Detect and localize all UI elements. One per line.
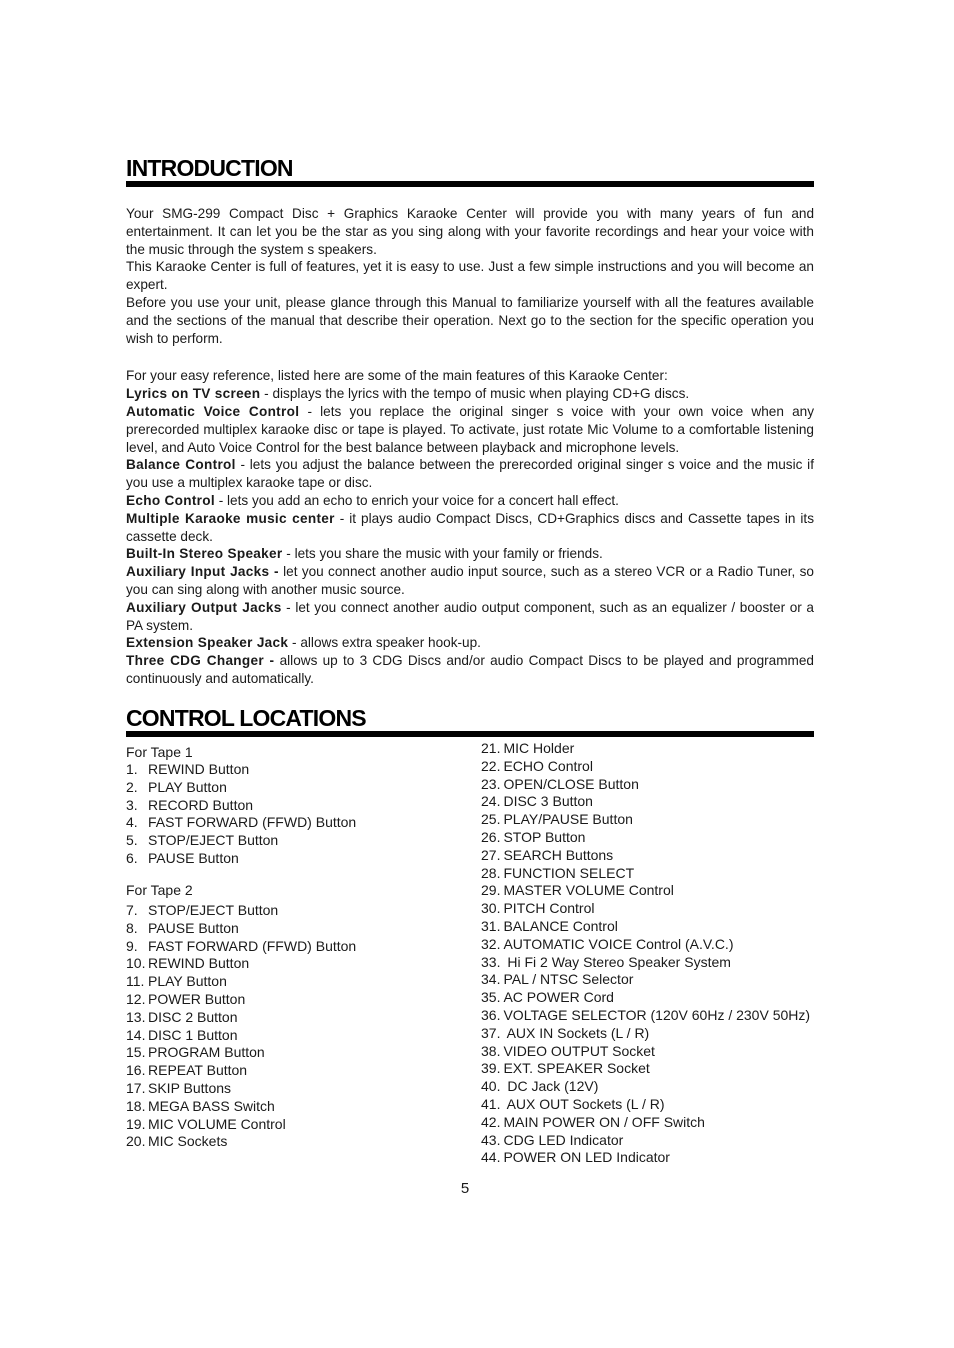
intro-paragraph: This Karaoke Center is full of features, yet it is easy to use. Just a few simple instructions and you will become an expert. <box>126 259 814 293</box>
control-label: PITCH Control <box>503 900 595 917</box>
control-label: DISC 2 Button <box>148 1008 238 1025</box>
feature-description: - lets you add an echo to enrich your voice for a concert hall effect. <box>214 492 619 508</box>
control-label: PROGRAM Button <box>148 1044 265 1061</box>
control-label: FAST FORWARD (FFWD) Button <box>148 814 357 831</box>
control-list-item <box>126 1116 356 1134</box>
control-list-item <box>126 1080 356 1098</box>
feature-name: Auxiliary Output Jacks <box>126 599 282 615</box>
control-number: 30. <box>481 900 501 917</box>
control-label: CDG LED Indicator <box>503 1131 624 1148</box>
control-list-item <box>126 814 356 832</box>
tape1-label: For Tape 1 <box>126 744 193 760</box>
control-label: MIC Holder <box>503 740 575 756</box>
control-list-item <box>481 829 810 847</box>
control-list-item <box>126 779 356 797</box>
control-number: 2. <box>126 778 138 795</box>
control-number: 14. <box>126 1026 146 1043</box>
control-list-item <box>481 1114 810 1132</box>
control-list-item <box>481 847 810 865</box>
feature-description: let you connect another audio input source, such as a stereo VCR or a Radio Tuner, so you can sing along with another music source. <box>126 564 814 597</box>
control-label: SEARCH Buttons <box>503 846 614 863</box>
control-number: 22. <box>481 757 501 774</box>
control-number: 20. <box>126 1133 146 1150</box>
introduction-rule <box>126 181 814 187</box>
feature-description: - displays the lyrics with the tempo of music when playing CD+G discs. <box>260 386 690 402</box>
feature-item <box>126 456 814 492</box>
control-number: 38. <box>481 1042 501 1059</box>
control-list-item <box>481 758 810 776</box>
tape2-list <box>126 902 356 1151</box>
control-label: AUX IN Sockets (L / R) <box>503 1024 650 1041</box>
control-list-item <box>481 882 810 900</box>
control-label: PAUSE Button <box>148 919 239 936</box>
control-label: AUTOMATIC VOICE Control (A.V.C.) <box>503 935 734 952</box>
control-label: PLAY Button <box>148 973 227 990</box>
control-list-item <box>481 971 810 989</box>
control-number: 7. <box>126 902 138 918</box>
control-label: MASTER VOLUME Control <box>503 882 674 899</box>
feature-name: Multiple Karaoke music center <box>126 510 335 526</box>
feature-item <box>126 403 814 456</box>
control-list-item <box>126 1133 356 1151</box>
control-label: Hi Fi 2 Way Stereo Speaker System <box>503 953 731 970</box>
control-list-item <box>481 1132 810 1150</box>
right-list <box>481 740 810 1167</box>
control-number: 28. <box>481 864 501 881</box>
control-number: 40. <box>481 1078 501 1095</box>
control-list-item <box>126 955 356 973</box>
control-label: STOP Button <box>503 828 586 845</box>
control-label: RECORD Button <box>148 796 254 813</box>
control-label: REWIND Button <box>148 955 250 972</box>
control-number: 32. <box>481 935 501 952</box>
control-number: 13. <box>126 1008 146 1025</box>
control-list-item <box>481 1007 810 1025</box>
introduction-body <box>126 205 814 688</box>
control-label: PAUSE Button <box>148 849 239 866</box>
control-list-item <box>481 1149 810 1167</box>
control-list-item <box>126 832 356 850</box>
control-number: 44. <box>481 1149 501 1166</box>
control-label: DISC 3 Button <box>503 793 593 810</box>
right-column <box>481 740 810 1167</box>
control-label: SKIP Buttons <box>148 1079 232 1096</box>
control-label: REWIND Button <box>148 761 250 777</box>
control-label: MEGA BASS Switch <box>148 1097 275 1114</box>
control-number: 43. <box>481 1131 501 1148</box>
control-label: OPEN/CLOSE Button <box>503 775 639 792</box>
control-list-item <box>481 1078 810 1096</box>
control-number: 12. <box>126 990 146 1007</box>
control-list-item <box>126 1062 356 1080</box>
control-number: 1. <box>126 761 138 777</box>
control-label: AC POWER Cord <box>503 989 614 1006</box>
control-number: 8. <box>126 919 138 936</box>
feature-name: Extension Speaker Jack <box>126 635 289 651</box>
control-label: REPEAT Button <box>148 1062 248 1079</box>
control-list-item <box>481 954 810 972</box>
control-number: 29. <box>481 882 501 899</box>
control-number: 5. <box>126 832 138 849</box>
control-list-item <box>126 1027 356 1045</box>
feature-description: - lets you adjust the balance between the prerecorded original singer s voice and the music if you use a multiplex karaoke tape or disc. <box>126 457 814 491</box>
feature-name: Lyrics on TV screen <box>126 386 261 402</box>
feature-item <box>126 492 814 510</box>
control-number: 9. <box>126 937 138 954</box>
control-list-item <box>126 1098 356 1116</box>
control-list-item <box>126 850 356 868</box>
feature-description: - lets you replace the original singer s voice with your own voice when any prerecorded multiplex karaoke disc or tape is played. To activate, just rotate Mic Volume to a comfortable listening level, and Auto Voice Control for the best balance between playback and microphone levels. <box>126 403 814 455</box>
control-label: PAL / NTSC Selector <box>503 971 634 988</box>
control-label: DISC 1 Button <box>148 1026 238 1043</box>
control-list-item <box>481 1096 810 1114</box>
control-list-item <box>126 920 356 938</box>
feature-description: - allows extra speaker hook-up. <box>288 635 481 651</box>
feature-name: Automatic Voice Control <box>126 403 300 419</box>
control-number: 34. <box>481 971 501 988</box>
control-label: MIC VOLUME Control <box>148 1115 286 1132</box>
control-locations-heading: CONTROL LOCATIONS <box>126 705 366 731</box>
control-number: 33. <box>481 953 501 970</box>
feature-name: Three CDG Changer - <box>126 653 275 669</box>
control-number: 4. <box>126 814 138 831</box>
control-list-item <box>481 793 810 811</box>
control-number: 27. <box>481 846 501 863</box>
control-list-item <box>481 936 810 954</box>
control-label: BALANCE Control <box>503 917 618 934</box>
control-label: PLAY Button <box>148 778 227 795</box>
control-list-item <box>481 989 810 1007</box>
control-number: 24. <box>481 793 501 810</box>
control-label: MAIN POWER ON / OFF Switch <box>503 1113 705 1130</box>
control-label: POWER ON LED Indicator <box>503 1149 670 1166</box>
control-label: VIDEO OUTPUT Socket <box>503 1042 655 1059</box>
control-label: DC Jack (12V) <box>503 1078 599 1095</box>
control-list-item <box>126 902 356 920</box>
feature-description: - it plays audio Compact Discs, CD+Graphics discs and Cassette tapes in its cassette deck. <box>126 510 814 544</box>
control-number: 3. <box>126 796 138 813</box>
control-number: 10. <box>126 955 146 972</box>
control-label: AUX OUT Sockets (L / R) <box>503 1095 665 1112</box>
feature-name: Balance Control <box>126 457 236 473</box>
control-list-item <box>481 1025 810 1043</box>
features-intro: For your easy reference, listed here are some of the main features of this Karaoke Center: <box>126 368 668 384</box>
intro-paragraph: Your SMG-299 Compact Disc + Graphics Karaoke Center will provide you with many years of fun and entertainment. It can let you be the star as you sing along with your favorite recordings and hear your voice with the music through the system s speakers. <box>126 206 814 257</box>
control-number: 39. <box>481 1060 501 1077</box>
feature-item <box>126 599 814 635</box>
control-number: 21. <box>481 740 501 756</box>
introduction-heading: INTRODUCTION <box>126 155 293 181</box>
control-list-item <box>126 1044 356 1062</box>
feature-item <box>126 510 814 546</box>
control-list-item <box>126 991 356 1009</box>
control-list-item <box>481 1043 810 1061</box>
control-number: 18. <box>126 1097 146 1114</box>
feature-item <box>126 545 814 563</box>
control-label: EXT. SPEAKER Socket <box>503 1060 650 1077</box>
control-list-item <box>481 811 810 829</box>
feature-name: Echo Control <box>126 492 215 508</box>
control-number: 25. <box>481 811 501 828</box>
control-label: VOLTAGE SELECTOR (120V 60Hz / 230V 50Hz) <box>503 1006 811 1023</box>
control-number: 41. <box>481 1095 501 1112</box>
intro-paragraph: Before you use your unit, please glance through this Manual to familiarize yourself with all the features available and the sections of the manual that describe their operation. Next go to the section for the specific operation you wish to perform. <box>126 294 814 346</box>
control-list-item <box>126 1009 356 1027</box>
control-number: 35. <box>481 989 501 1006</box>
feature-item <box>126 563 814 599</box>
control-label: PLAY/PAUSE Button <box>503 811 633 828</box>
control-list-item <box>481 1060 810 1078</box>
control-list-item <box>126 973 356 991</box>
control-number: 23. <box>481 775 501 792</box>
control-number: 26. <box>481 828 501 845</box>
control-locations-rule <box>126 731 814 737</box>
control-number: 36. <box>481 1006 501 1023</box>
feature-name: Built-In Stereo Speaker <box>126 546 283 562</box>
feature-name: Auxiliary Input Jacks - <box>126 564 279 580</box>
tape1-list <box>126 761 356 868</box>
feature-item <box>126 634 814 652</box>
control-number: 31. <box>481 917 501 934</box>
tape1-column <box>126 743 356 868</box>
control-list-item <box>126 938 356 956</box>
control-list-item <box>481 740 810 758</box>
control-number: 42. <box>481 1113 501 1130</box>
control-label: POWER Button <box>148 990 246 1007</box>
control-list-item <box>481 865 810 883</box>
tape2-column <box>126 881 356 1151</box>
tape2-label: For Tape 2 <box>126 882 193 898</box>
control-label: MIC Sockets <box>148 1133 228 1150</box>
feature-list <box>126 385 814 688</box>
control-number: 11. <box>126 973 145 990</box>
control-list-item <box>481 900 810 918</box>
control-label: FUNCTION SELECT <box>503 864 635 881</box>
control-list-item <box>126 761 356 779</box>
control-number: 15. <box>126 1044 146 1061</box>
control-list-item <box>481 776 810 794</box>
page-number: 5 <box>460 1180 470 1197</box>
control-number: 37. <box>481 1024 501 1041</box>
control-list-item <box>481 918 810 936</box>
feature-item <box>126 385 814 403</box>
control-number: 16. <box>126 1062 146 1079</box>
control-list-item <box>126 797 356 815</box>
control-label: STOP/EJECT Button <box>148 902 279 918</box>
control-number: 19. <box>126 1115 146 1132</box>
control-number: 17. <box>126 1079 146 1096</box>
feature-description: - lets you share the music with your family or friends. <box>282 546 603 562</box>
control-label: STOP/EJECT Button <box>148 832 279 849</box>
feature-description: allows up to 3 CDG Discs and/or audio Compact Discs to be played and programmed continuously and automatically. <box>126 653 814 686</box>
feature-item <box>126 652 814 688</box>
control-label: FAST FORWARD (FFWD) Button <box>148 937 357 954</box>
control-number: 6. <box>126 849 138 866</box>
feature-description: - let you connect another audio output component, such as an equalizer / booster or a PA system. <box>126 599 814 633</box>
control-label: ECHO Control <box>503 757 593 774</box>
